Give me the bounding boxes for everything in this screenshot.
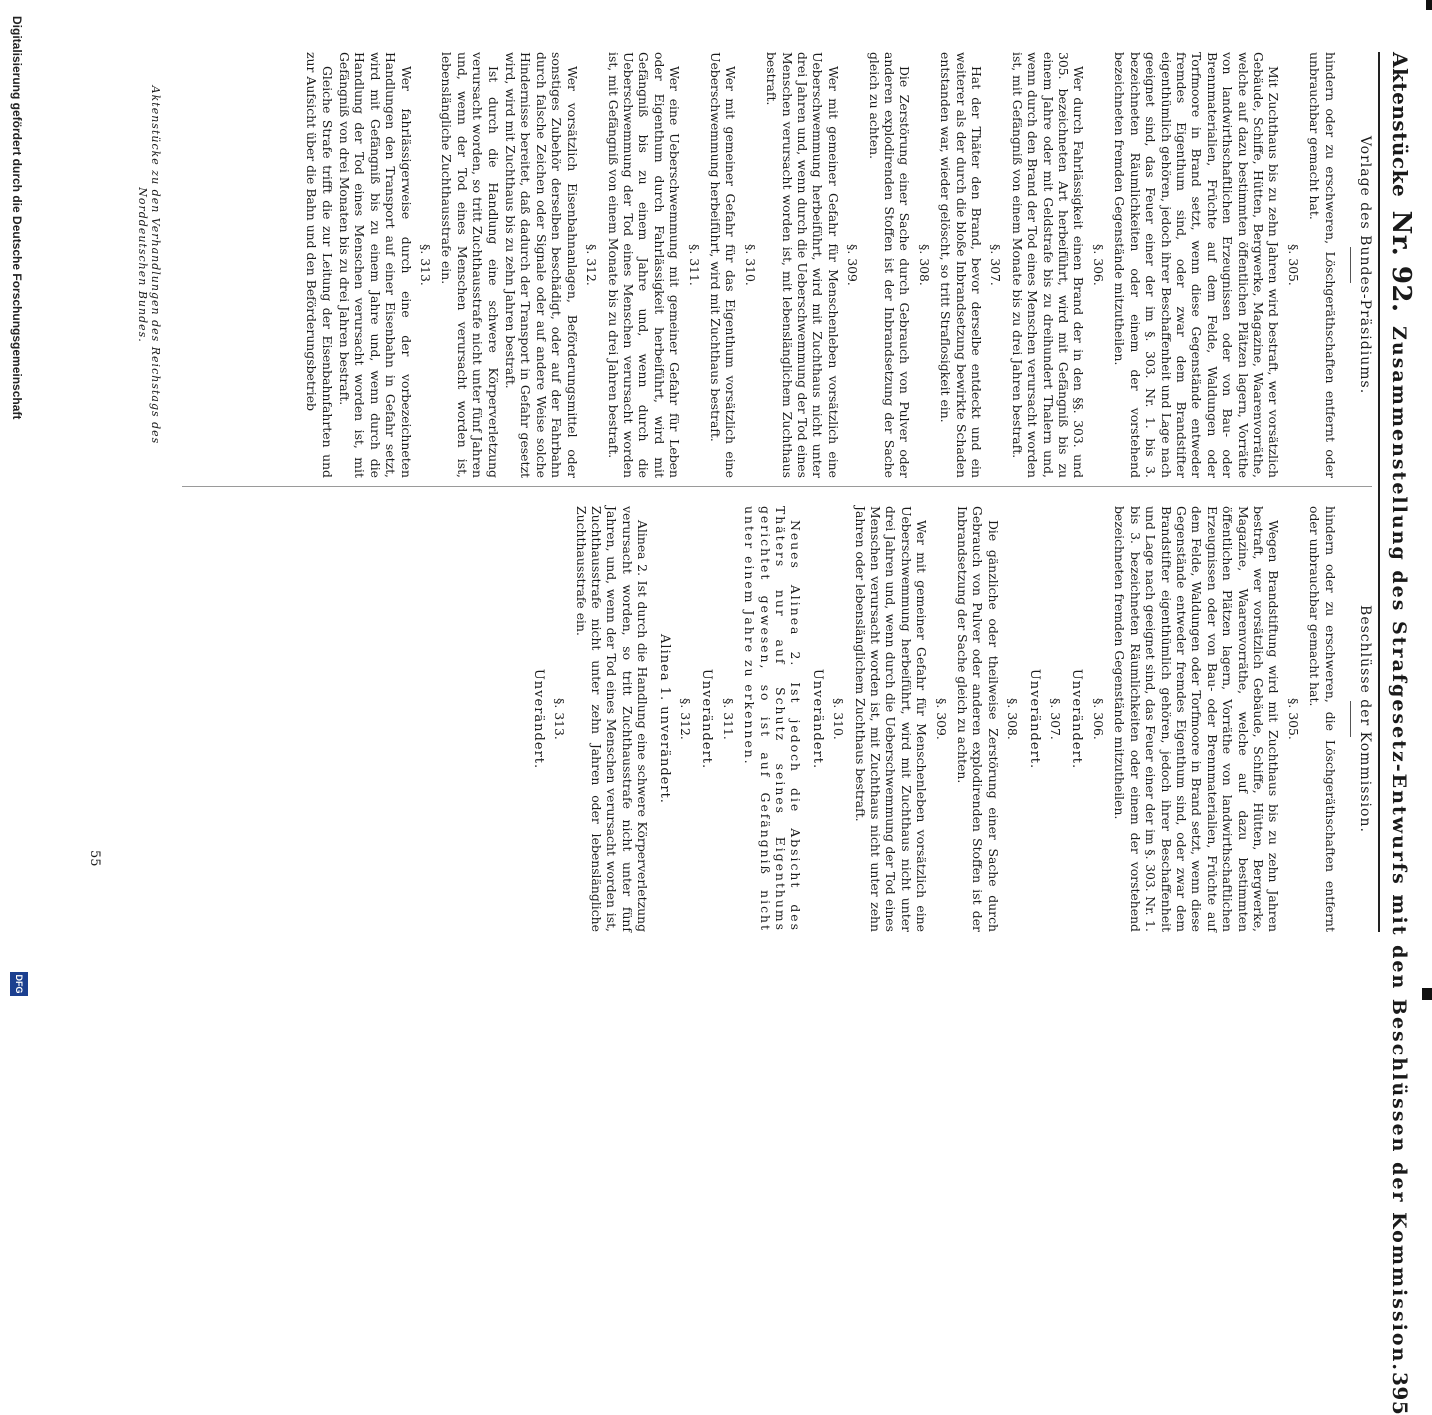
paragraph: hindern oder zu erschweren, die Löschgeräthschaften entfernt oder unbrauchbar gemacht hat.: [1307, 506, 1338, 932]
paragraph: Wer mit gemeiner Gefahr für das Eigenthum vorsätzlich eine Ueberschwemmung herbeiführt, wird mit Zuchthaus bestraft.: [707, 52, 739, 478]
header-title-left: Aktenstücke: [1388, 52, 1412, 198]
paragraph: Wer eine Ueberschwemmung mit gemeiner Gefahr für Leben oder Eigenthum durch Fahrlässigkeit herbeiführt, wird mit Gefängniß bis zu einem Jahre und, wenn durch die Ueberschwemmung der Tod eines Menschen verursacht worden ist, mit Gefängniß von einem Monate bis zu drei Jahren bestraft.: [605, 52, 683, 478]
section-number: §. 307.: [1048, 698, 1064, 740]
section-number: §. 313.: [552, 698, 568, 740]
page-header: [1378, 52, 1416, 1415]
section-number: §. 305.: [1285, 698, 1301, 740]
paragraph: Wer durch Fahrlässigkeit einen Brand der in den §§. 303. und 305. bezeichneten Art herbeiführt, wird mit Gefängniß bis zu einem Jahre oder mit Geldstrafe bis zu dreihundert Thalern und, wenn durch den Brand der Tod eines Menschen verursacht worden ist, mit Gefängniß von einem Monate bis zu drei Jahren bestraft.: [1009, 52, 1087, 478]
paragraph: Ist durch die Handlung eine schwere Körperverletzung verursacht worden, so tritt Zuchthausstrafe nicht unter fünf Jahren und, wenn der Tod eines Menschen verursacht worden ist, lebenslängliche Zuchthausstrafe ein.: [439, 52, 501, 478]
dfg-logo-icon: DFG: [10, 972, 28, 996]
section-number: §. 306.: [1090, 244, 1106, 286]
section-number: §. 308.: [916, 244, 932, 286]
header-title: [1386, 52, 1416, 1372]
paragraph: Wer mit gemeiner Gefahr für Menschenleben vorsätzlich eine Ueberschwemmung herbeiführt, wird mit Zuchthaus nicht unter drei Jahren und, wenn durch die Ueberschwemmung der Tod eines Menschen verursacht worden ist, mit Zuchthaus nicht unter zehn Jahren oder lebenslänglichem Zuchthaus bestraft.: [852, 506, 930, 932]
section-number: §. 309.: [933, 698, 949, 740]
section-number: §. 311.: [720, 698, 736, 740]
page-number: 395: [1388, 1372, 1412, 1415]
paragraph: Mit Zuchthaus bis zu zehn Jahren wird bestraft, wer vorsätzlich Gebäude, Schiffe, Hütten, Bergwerke, Magazine, Waarenvorräthe, welche auf dazu bestimmten öffentlichen Plätzen lagern, Vorräthe von landwirthschaftlichen Erzeugnissen oder von Bau- oder Brennmaterialien, Früchte auf dem Felde, Waldungen oder Torfmoore in Brand setzt, wenn diese Gegenstände entweder fremdes Eigenthum sind, oder zwar dem Brandstifter eigenthümlich gehören, jedoch ihrer Beschaffenheit und Lage nach geeignet sind, das Feuer einer der im §. 303. Nr. 1. bis 3. bezeichneten Räumlichkeiten oder einem der vorstehend bezeichneten fremden Gegenstände mitzutheilen.: [1112, 52, 1282, 478]
right-column-heading: Beschlüsse der Kommission.: [1357, 605, 1373, 833]
digitization-note: Digitalisierung gefördert durch die Deutsche Forschungsgemeinschaft: [10, 16, 24, 420]
section-number: §. 306.: [1090, 698, 1106, 740]
unchanged-note: Alinea 1. unverändert.: [656, 634, 672, 804]
section-number: §. 313.: [418, 244, 434, 286]
left-column-heading: Vorlage des Bundes-Präsidiums.: [1357, 135, 1373, 395]
heading-rule: [1350, 701, 1351, 737]
paragraph: Die Zerstörung einer Sache durch Gebrauch von Pulver oder anderen explodirenden Stoffen ist der Inbrandsetzung der Sache gleich zu achten.: [866, 52, 913, 478]
section-number: §. 309.: [845, 244, 861, 286]
heading-rule: [1350, 247, 1351, 283]
paragraph: Neues Alinea 2. Ist jedoch die Absicht des Thäters nur auf Schutz seines Eigenthums gerichtet gewesen, so ist auf Gefängniß nicht unter einem Jahre zu erkennen.: [742, 506, 804, 932]
right-column-commission-resolutions: [524, 506, 1372, 932]
paragraph: Hat der Thäter den Brand, bevor derselbe entdeckt und ein weiterer als der durch die bloße Inbrandsetzung bewirkte Schaden entstanden war, wieder gelöscht, so tritt Straflosigkeit ein.: [938, 52, 985, 478]
paragraph: hindern oder zu erschweren, Löschgeräthschaften entfernt oder unbrauchbar gemacht hat.: [1307, 52, 1338, 478]
digitization-footer: [2, 0, 32, 1000]
scan-edge-mark: [1426, 0, 1432, 10]
section-number: §. 312.: [677, 698, 693, 740]
unchanged-note: Unverändert.: [1026, 668, 1042, 770]
paragraph: Wer fahrlässigerweise durch eine der vorbezeichneten Handlungen den Transport auf einer Eisenbahn in Gefahr setzt, wird mit Gefängniß bis zu einem Jahre und, wenn durch die Handlung der Tod eines Menschen verursacht worden ist, mit Gefängniß von drei Monaten bis zu drei Jahren bestraft.: [337, 52, 414, 478]
column-divider: [182, 486, 1372, 487]
unchanged-note: Unverändert.: [699, 668, 715, 770]
header-document-number: Nr. 92.: [1386, 210, 1416, 313]
paragraph: Wegen Brandstiftung wird mit Zuchthaus bis zu zehn Jahren bestraft, wer vorsätzlich Gebäude, Schiffe, Hütten, Bergwerke, Magazine, Waarenvorräthe, welche auf dazu bestimmten öffentlichen Plätzen lagern, Vorräthe von landwirthschaftlichen Erzeugnissen oder von Bau- oder Brennmaterialien, Früchte auf dem Felde, Waldungen oder Torfmoore in Brand setzt, wenn diese Gegenstände entweder fremdes Eigenthum sind, oder zwar dem Brandstifter eigenthümlich gehören, jedoch ihrer Beschaffenheit und Lage nach geeignet sind, das Feuer einer der im §. 303. Nr. 1. bis 3. bezeichneten Räumlichkeiten oder einem der vorstehend bezeichneten fremden Gegenstände mitzutheilen.: [1112, 506, 1282, 932]
paragraph: Wer mit gemeiner Gefahr für Menschenleben vorsätzlich eine Ueberschwemmung herbeiführt, wird mit Zuchthaus nicht unter drei Jahren und, wenn durch die Ueberschwemmung der Tod eines Menschen verursacht worden ist, mit lebenslänglichem Zuchthaus bestraft.: [764, 52, 841, 478]
folio-number: 55: [87, 850, 102, 867]
paragraph: Die gänzliche oder theilweise Zerstörung einer Sache durch Gebrauch von Pulver oder anderen explodirenden Stoffen ist der Inbrandsetzung der Sache gleich zu achten.: [955, 506, 1001, 932]
section-number: §. 310.: [831, 698, 847, 740]
unchanged-note: Unverändert.: [809, 668, 825, 770]
unchanged-note: Unverändert.: [1069, 668, 1085, 770]
section-number: §. 307.: [988, 244, 1004, 286]
section-number: §. 308.: [1005, 698, 1021, 740]
footnote: Aktenstücke zu den Verhandlungen des Reichstags des Norddeutschen Bundes.: [136, 85, 162, 445]
header-title-rest: Zusammenstellung des Strafgesetz-Entwurfs mit den Beschlüssen der Kommission.: [1388, 326, 1410, 1372]
unchanged-note: Unverändert.: [530, 668, 546, 770]
left-column-government-draft: [302, 52, 1372, 478]
paragraph: Wer vorsätzlich Eisenbahnanlagen, Beförderungsmittel oder sonstiges Zubehör derselben beschädigt, oder auf der Fahrbahn durch falsche Zeichen oder Signale oder auf andere Weise solche Hindernisse bereitet, daß dadurch der Transport in Gefahr gesetzt wird, wird mit Zuchthaus bis zu zehn Jahren bestraft.: [503, 52, 580, 478]
paragraph: Gleiche Strafe trifft die zur Leitung der Eisenbahnfahrten und zur Aufsicht über die Bahn und den Beförderungsbetrieb: [304, 52, 335, 478]
scan-edge-mark: [1422, 988, 1432, 1000]
section-number: §. 312.: [584, 244, 600, 286]
section-number: §. 305.: [1285, 244, 1301, 286]
section-number: §. 310.: [742, 244, 758, 286]
section-number: §. 311.: [686, 244, 702, 286]
paragraph: Alinea 2. Ist durch die Handlung eine schwere Körperverletzung verursacht worden, so tritt Zuchthausstrafe nicht unter fünf Jahren, und, wenn der Tod eines Menschen verursacht worden ist, Zuchthausstrafe nicht unter zehn Jahren oder lebenslängliche Zuchthausstrafe ein.: [573, 506, 651, 932]
